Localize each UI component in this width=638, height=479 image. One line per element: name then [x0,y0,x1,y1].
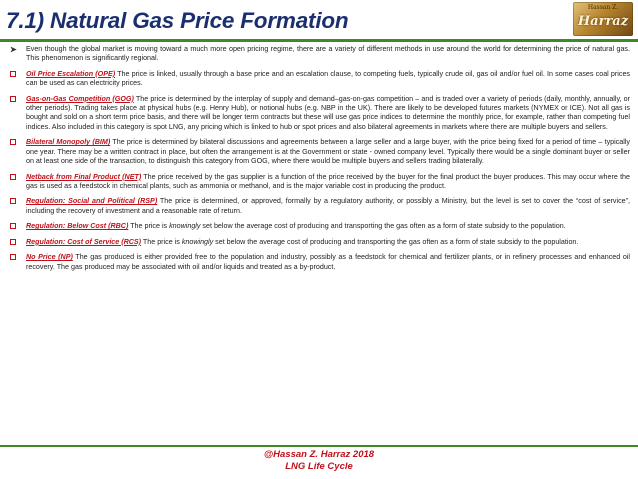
intro-text: Even though the global market is moving toward a much more open pricing regime, there are a variety of different methods in use around the world for determining the price of natural gas. This phenomenon is significantly regional. [26,45,630,63]
checkbox-bullet-icon [10,139,16,145]
checkbox-bullet-icon [10,223,16,229]
checkbox-bullet-icon [10,239,16,245]
checkbox-bullet-icon [10,174,16,180]
pricing-method-item [8,197,630,216]
method-term: Regulation: Social and Political (RSP) [26,197,158,206]
checkbox-bullet-icon [10,96,16,102]
method-description: The price is [141,237,182,246]
method-description: The price is determined by bilateral discussions and agreements between a large seller and a large buyer, with the price being fixed for a period of time – typically one year. There may be a written contract in place, but often the arrangement is at the Government or state - owned company level. Typically there would be a single dominant buyer or seller on at least one side of the transaction, to distinguish this category from GOG, where there would be multiple buyers and sellers trading bilaterally. [26,138,630,165]
checkbox-bullet-icon [10,71,16,77]
method-description: The price is determined by the interplay of supply and demand–gas-on-gas competition – and is traded over a variety of periods (daily, monthly, annually, or other periods). Trading takes place at physical hubs (e.g. Henry Hub), or notional hubs (e.g. NBP in the UK). There are likely to be developed futures markets (NYMEX or ICE). Not all gas is bought and sold on a short term price basis, and there will be longer term contracts but these will use gas price indices to determine the monthly price, for example, rather than competing fuel indices. Also included in this category is spot LNG, any pricing which is linked to hub or spot prices and also bilateral agreements in markets where there are multiple buyers and sellers. [26,94,630,131]
method-term: Netback from Final Product (NET) [26,172,142,181]
pricing-method-item [8,253,630,272]
pricing-method-item [8,95,630,132]
method-term: No Price (NP) [26,253,73,262]
pricing-method-item [8,222,630,231]
footer-author: @Hassan Z. Harraz 2018 [263,449,375,460]
method-term: Bilateral Monopoly (BIM) [26,138,111,147]
footer-divider [0,445,638,447]
logo-name-text: Harraz [577,14,629,29]
method-description: The price is linked, usually through a base price and an escalation clause, to competing fuels, typically crude oil, gas oil and/or fuel oil. In some cases coal prices can be used as can electricity prices. [26,69,630,88]
method-description-tail: set below the average cost of producing and transporting the gas often as a form of state subsidy to the population. [200,222,566,231]
pricing-method-item [8,238,630,247]
logo-top-text: Hassan Z. [587,4,619,11]
method-description: The price received by the gas supplier is a function of the price received by the buyer for the final product the buyer produces. This may occur where the gas is used as a feedstock in chemical plants, such as ammonia or methanol, and is the major variable cost in producing the product. [26,172,630,190]
pricing-method-item [8,173,630,192]
method-term: Oil Price Escalation (OPE) [26,69,116,78]
slide-footer [0,449,638,473]
slide-body [8,45,630,278]
pricing-method-item [8,70,630,89]
method-term: Regulation: Below Cost (RBC) [26,222,129,231]
method-term: Gas-on-Gas Competition (GOG) [26,94,134,103]
checkbox-bullet-icon [10,198,16,204]
arrow-bullet-icon: ➤ [10,45,17,54]
title-divider [0,39,638,42]
method-emphasis: knowingly [169,222,201,231]
method-description: The price is [128,222,170,231]
method-emphasis: knowingly [181,237,214,246]
method-term: Regulation: Cost of Service (RCS) [26,237,142,246]
harraz-logo [573,2,633,36]
slide-title: 7.1) Natural Gas Price Formation [6,8,349,33]
footer-course: LNG Life Cycle [285,461,353,472]
method-description: The gas produced is either provided free to the population and industry, possibly as a feedstock for chemical and fertilizer plants, or in refinery processes and enhanced oil recovery. The gas produced may be associated with oil and/or liquids and treated as a by-product. [26,253,630,271]
intro-bullet [8,45,630,64]
method-description-tail: set below the average cost of producing and transporting the gas often as a form of state subsidy to the population. [213,237,579,246]
pricing-method-item [8,138,630,166]
checkbox-bullet-icon [10,254,16,260]
method-description: The price is determined, or approved, formally by a regulatory authority, or possibly a Ministry, but the level is set to cover the “cost of service”, including the recovery of investment and a reasonable rate of return. [26,197,630,215]
